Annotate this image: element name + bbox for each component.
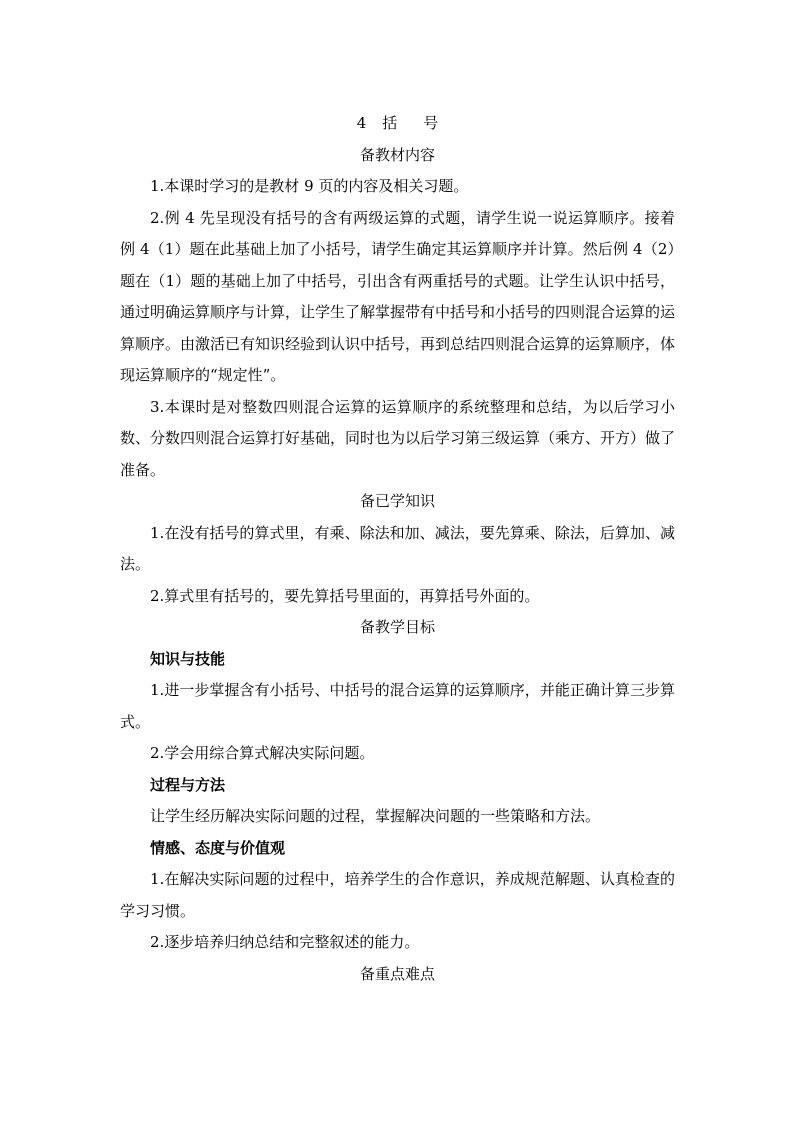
paragraph: 2.学会用综合算式解决实际问题。: [150, 744, 375, 762]
paragraph: 1.在解决实际问题的过程中，培养学生的合作意识，养成规范解题、认真检查的学习习惯。: [120, 870, 675, 920]
section-heading-prior-knowledge: 备已学知识: [359, 492, 435, 510]
paragraph: 2.逐步培养归纳总结和完整叙述的能力。: [150, 933, 420, 951]
subheading-knowledge-skills: 知识与技能: [150, 649, 226, 668]
paragraph: 1.进一步掌握含有小括号、中括号的混合运算的运算顺序，并能正确计算三步算式。: [120, 681, 675, 731]
paragraph: 1.本课时学习的是教材 9 页的内容及相关习题。: [150, 177, 469, 195]
paragraph: 1.在没有括号的算式里，有乘、除法和加、减法，要先算乘、除法，后算加、减法。: [120, 523, 675, 573]
paragraph: 2.算式里有括号的，要先算括号里面的，再算括号外面的。: [150, 586, 540, 605]
lesson-number: 4: [356, 114, 367, 132]
paragraph: 3.本课时是对整数四则混合运算的运算顺序的系统整理和总结，为以后学习小数、分数四则混合运算打好基础，同时也为以后学习第三级运算（乘方、开方）做了准备。: [120, 397, 676, 479]
section-heading-key-difficulties: 备重点难点: [359, 964, 435, 983]
subheading-emotion-attitude-values: 情感、态度与价值观: [150, 838, 286, 857]
lesson-title-char-2: 号: [423, 114, 439, 132]
lesson-title-char-1: 括: [382, 114, 398, 132]
subheading-process-method: 过程与方法: [150, 775, 226, 794]
paragraph: 2.例 4 先呈现没有括号的含有两级运算的式题，请学生说一说运算顺序。接着例 4（1）题在此基础上加了小括号，请学生确定其运算顺序并计算。然后例 4（2）题在（1）题的基础上加了中括号，引出含有两重括号的式题。让学生认识中括号，通过明确运算顺序与计算，让学生了解掌握带有中括号和小括号的四则混合运算的运算顺序。由激活已有知识经验到认识中括号，再到总结四则混合运算的运算顺序，体现运算顺序的“规定性”。: [120, 208, 676, 384]
section-heading-textbook: 备教材内容: [359, 145, 435, 164]
lesson-title: [120, 108, 675, 140]
section-heading-teaching-goals: 备教学目标: [359, 618, 435, 636]
document-page: [120, 108, 675, 990]
paragraph: 让学生经历解决实际问题的过程，掌握解决问题的一些策略和方法。: [150, 807, 601, 825]
